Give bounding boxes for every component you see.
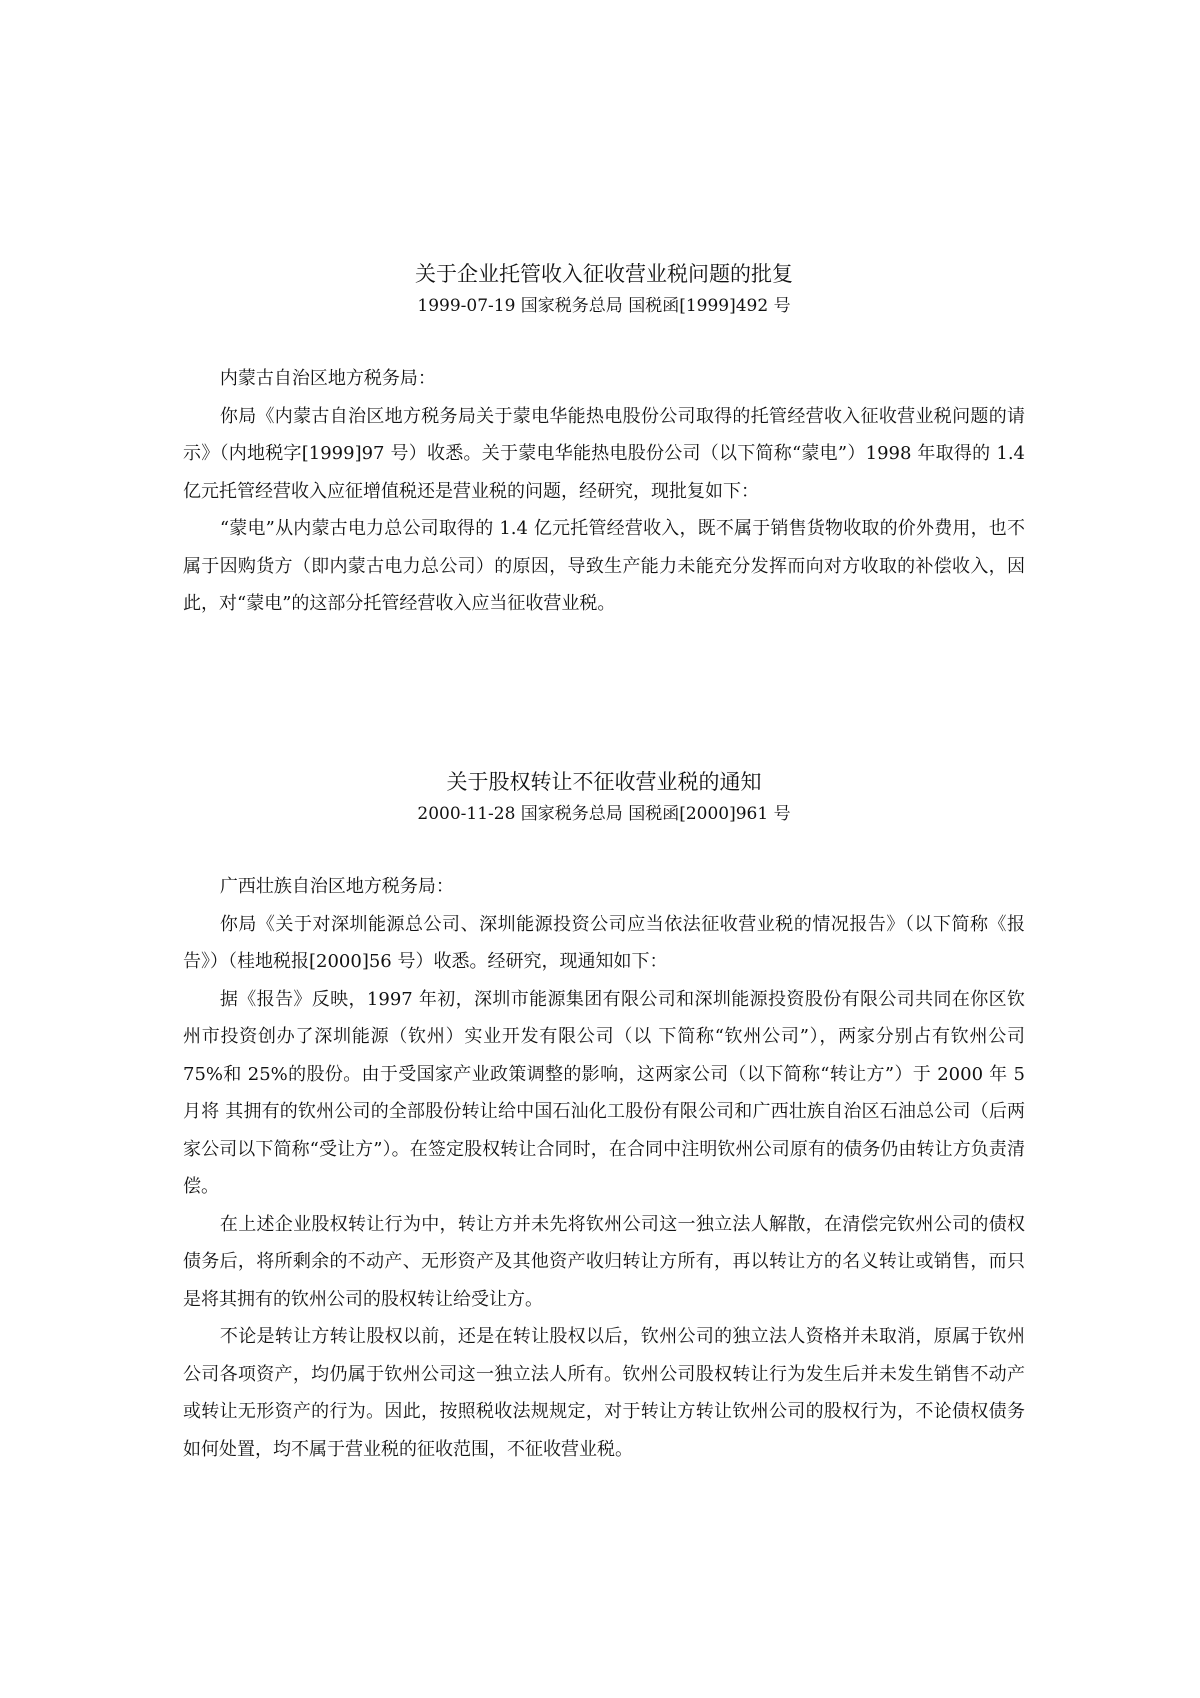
- salutation: 广西壮族自治区地方税务局：: [219, 876, 454, 897]
- document-title: 关于企业托管收入征收营业税问题的批复: [415, 262, 793, 286]
- document-meta: 2000-11-28 国家税务总局 国税函[2000]961 号: [417, 804, 791, 824]
- document-meta: 1999-07-19 国家税务总局 国税函[1999]492 号: [417, 296, 791, 316]
- document-title: 关于股权转让不征收营业税的通知: [446, 770, 762, 794]
- body-paragraph: 不论是转让方转让股权以前，还是在转让股权以后，钦州公司的独立法人资格并未取消，原属于钦州公司各项资产，均仍属于钦州公司这一独立法人所有。钦州公司股权转让行为发生后并未发生销售不动产或转让无形资产的行为。因此，按照税收法规规定，对于转让方转让钦州公司的股权行为，不论债权债务如何处置，均不属于营业税的征收范围，不征收营业税。: [183, 1326, 1025, 1460]
- body-paragraph: 据《报告》反映，1997 年初，深圳市能源集团有限公司和深圳能源投资股份有限公司共同在你区钦州市投资创办了深圳能源（钦州）实业开发有限公司（以 下简称“钦州公司”），两家分别占有钦州公司 75%和 25%的股份。由于受国家产业政策调整的影响，这两家公司（以下简称“转让方”）于 2000 年 5 月将 其拥有的钦州公司的全部股份转让给中国石汕化工股份有限公司和广西壮族自治区石油总公司（后两家公司以下简称“受让方”）。在签定股权转让合同时，在合同中注明钦州公司原有的债务仍由转让方负责清偿。: [183, 988, 1025, 1197]
- body-paragraph: 你局《内蒙古自治区地方税务局关于蒙电华能热电股份公司取得的托管经营收入征收营业税问题的请示》（内地税字[1999]97 号）收悉。关于蒙电华能热电股份公司（以下简称“蒙电”）1998 年取得的 1.4 亿元托管经营收入应征增值税还是营业税的问题，经研究，现批复如下：: [183, 405, 1025, 502]
- body-paragraph: 你局《关于对深圳能源总公司、深圳能源投资公司应当依法征收营业税的情况报告》（以下简称《报告》）（桂地税报[2000]56 号）收悉。经研究，现通知如下：: [183, 913, 1025, 972]
- document-section-2: [183, 766, 1025, 1468]
- salutation: 内蒙古自治区地方税务局：: [219, 368, 436, 389]
- body-paragraph: “蒙电”从内蒙古电力总公司取得的 1.4 亿元托管经营收入，既不属于销售货物收取的价外费用，也不属于因购货方（即内蒙古电力总公司）的原因，导致生产能力未能充分发挥而向对方收取的补偿收入，因此，对“蒙电”的这部分托管经营收入应当征收营业税。: [183, 518, 1025, 614]
- document-section-1: [183, 258, 1025, 623]
- body-paragraph: 在上述企业股权转让行为中，转让方并未先将钦州公司这一独立法人解散，在清偿完钦州公司的债权债务后，将所剩余的不动产、无形资产及其他资产收归转让方所有，再以转让方的名义转让或销售，而只是将其拥有的钦州公司的股权转让给受让方。: [183, 1213, 1025, 1310]
